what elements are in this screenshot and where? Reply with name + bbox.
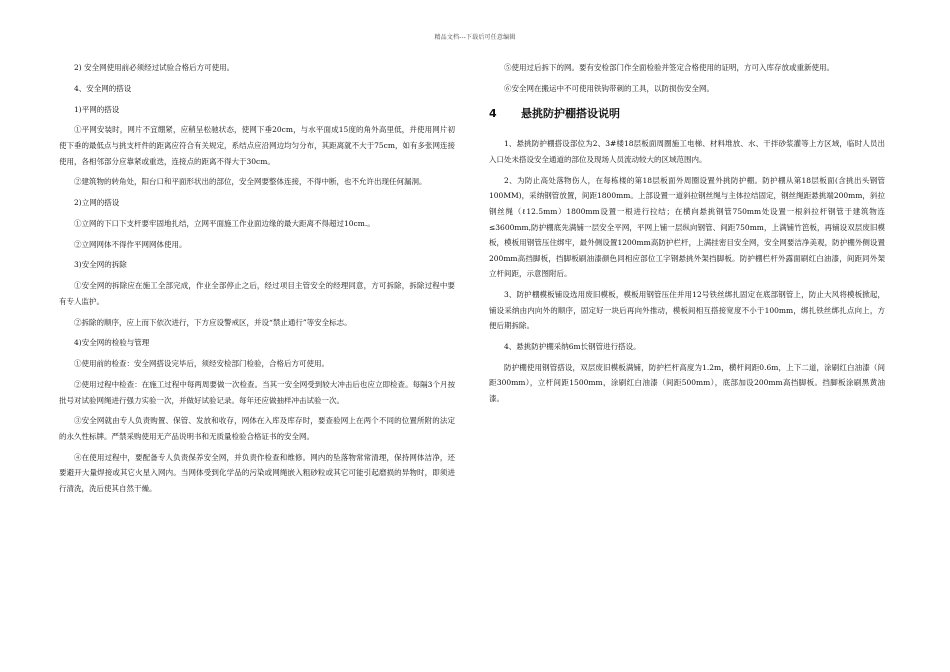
paragraph: 2、为防止高处落物伤人，在每栋楼的第18层板面外周圈设置外挑防护棚。防护棚从第18层板面(含挑出头钢管100MM)，采纳钢管放置，间距1800mm。上部设置一道斜拉钢丝绳与主体拉结固定，钢丝绳距悬挑端200mm，斜拉钢丝绳（ℓ12.5mm）1800mm设置一根进行拉结；在横向悬挑钢管750mm处设置一根斜拉杆钢管于建筑物连≤3600mm,防护棚底先满铺一层安全平网，平网上铺一层纵向钢管、间距750mm，上满铺竹笆板，再铺设双层废旧模板，模板用钢管压住绑牢，最外侧设置1200mm高防护栏杆，上满挂密目安全网，安全网要洁净美观，防护棚外侧设置200mm高挡脚板，挡脚板刷油漆颜色同相应部位工字钢悬挑外架挡脚板。防护棚栏杆外露面刷红白油漆，间距同外架立杆间距，示意图附后。 bbox=[489, 175, 885, 279]
paragraph: ④在使用过程中，要配备专人负责保养安全网，并负责作检查和维修。网内的坠落物常常清理，保持网体洁净，还要避开大量焊接或其它火星入网内。当网体受到化学品的污染或网绳嵌入粗砂粒或其它可能引起磨损的异物时，即须进行清洗，洗后使其自然干燥。 bbox=[59, 452, 455, 493]
paragraph: 防护棚使用钢管搭设，双层废旧模板满铺，防护栏杆高度为1.2m，横杆间距0.6m，上下二道，涂刷红白油漆（间距300mm），立杆间距1500mm，涂刷红白油漆（间距500mm），底部加设200mm高挡脚板。挡脚板涂刷黑黄油漆。 bbox=[489, 362, 885, 404]
heading-flat-net: 1)平网的搭设 bbox=[74, 104, 120, 114]
right-column bbox=[489, 60, 885, 412]
paragraph: ①使用前的检查：安全网搭设完毕后，须经安检部门检验，合格后方可使用。 bbox=[74, 359, 329, 369]
paragraph: ③安全网就由专人负责购置、保管、发放和收存，网体在入库及库存时，要查验网上在两个不同的位置所附的法定的永久性标牌。严禁采购使用无产品说明书和无质量检验合格证书的安全网。 bbox=[59, 416, 455, 441]
heading-removal: 3)安全网的拆除 bbox=[74, 260, 127, 270]
paragraph: ②立网网体不得作平网网体使用。 bbox=[74, 239, 187, 249]
paragraph: 1、悬挑防护棚搭设部位为2、3#楼18层板面周圈施工电梯、材料堆放、水、干拌砂浆灌等上方区域，临时人员出入口处未搭设安全通道的部位及现场人员流动较大的区域范围内。 bbox=[489, 139, 885, 164]
paragraph: ⑤使用过后拆下的网。要有安检部门作全面检验并签定合格使用的证明，方可入库存放或重新使用。 bbox=[504, 63, 834, 72]
paragraph: 4、悬挑防护棚采纳6m长钢管进行搭设。 bbox=[504, 342, 641, 352]
heading-inspection: 4)安全网的检验与管理 bbox=[74, 338, 150, 348]
paragraph: ①立网的下口下支杆要牢固地扎结，立网平面施工作业面边缘的最大距离不得超过10cm.。 bbox=[74, 218, 375, 228]
paragraph: ②拆除的顺序，应上而下依次进行，下方应设警戒区，并设“禁止通行”等安全标志。 bbox=[74, 317, 352, 327]
paragraph: ①安全网的拆除应在施工全部完成，作业全部停止之后，经过项目主管安全的经理同意，方可拆除，拆除过程中要有专人监护。 bbox=[59, 281, 455, 306]
page-header: 精品文档---下载后可任意编辑 bbox=[434, 34, 516, 41]
paragraph: ②建筑物的转角处，阳台口和平面形状出的部位，安全网要整体连接，不得中断，也不允许出现任何漏洞。 bbox=[74, 177, 427, 187]
heading-install: 4、安全网的搭设 bbox=[74, 83, 132, 93]
section-heading bbox=[489, 106, 885, 122]
paragraph: ①平网安装时，网片不宜绷紧，应稍呈松驰状态，使网下垂20cm，与水平面成15度的角外高里低，并使用网片初使下垂的最低点与挑支杆件的距离应符合有关规定，系结点应沿网边均匀分布，其距离就不大于75cm，如有多张网连接使用，各相邻部分应靠紧或重迭，连接点的距离不得大于30cm。 bbox=[59, 125, 455, 166]
paragraph: 2) 安全网使用前必须经过试验合格后方可使用。 bbox=[74, 63, 235, 72]
heading-vertical-net: 2)立网的搭设 bbox=[74, 198, 120, 208]
left-column bbox=[59, 60, 455, 502]
section-title: 悬挑防护棚搭设说明 bbox=[521, 107, 620, 121]
paragraph: ②使用过程中检查：在施工过程中每两周要做一次检查。当其一安全网受到较大冲击后也应立即检查。每隔3个月按批号对试验网绳进行强力实验一次，并做好试验记录。每年还应做抽样冲击试验一次。 bbox=[59, 379, 455, 405]
section-number: 4 bbox=[489, 107, 497, 121]
paragraph: ⑥安全网在搬运中不可使用铁钩带刺的工具，以防损伤安全网。 bbox=[504, 83, 714, 93]
paragraph: 3、防护棚模板铺设选用废旧模板，模板用钢管压住并用12号铁丝绑扎固定在底部钢管上，防止大风将模板掀起，铺设采纳由内向外的顺序，固定好一块后再向外推动，模板间相互搭接宽度不小于100mm，绑扎铁丝绑扎点向上，方便后期拆除。 bbox=[489, 290, 885, 331]
